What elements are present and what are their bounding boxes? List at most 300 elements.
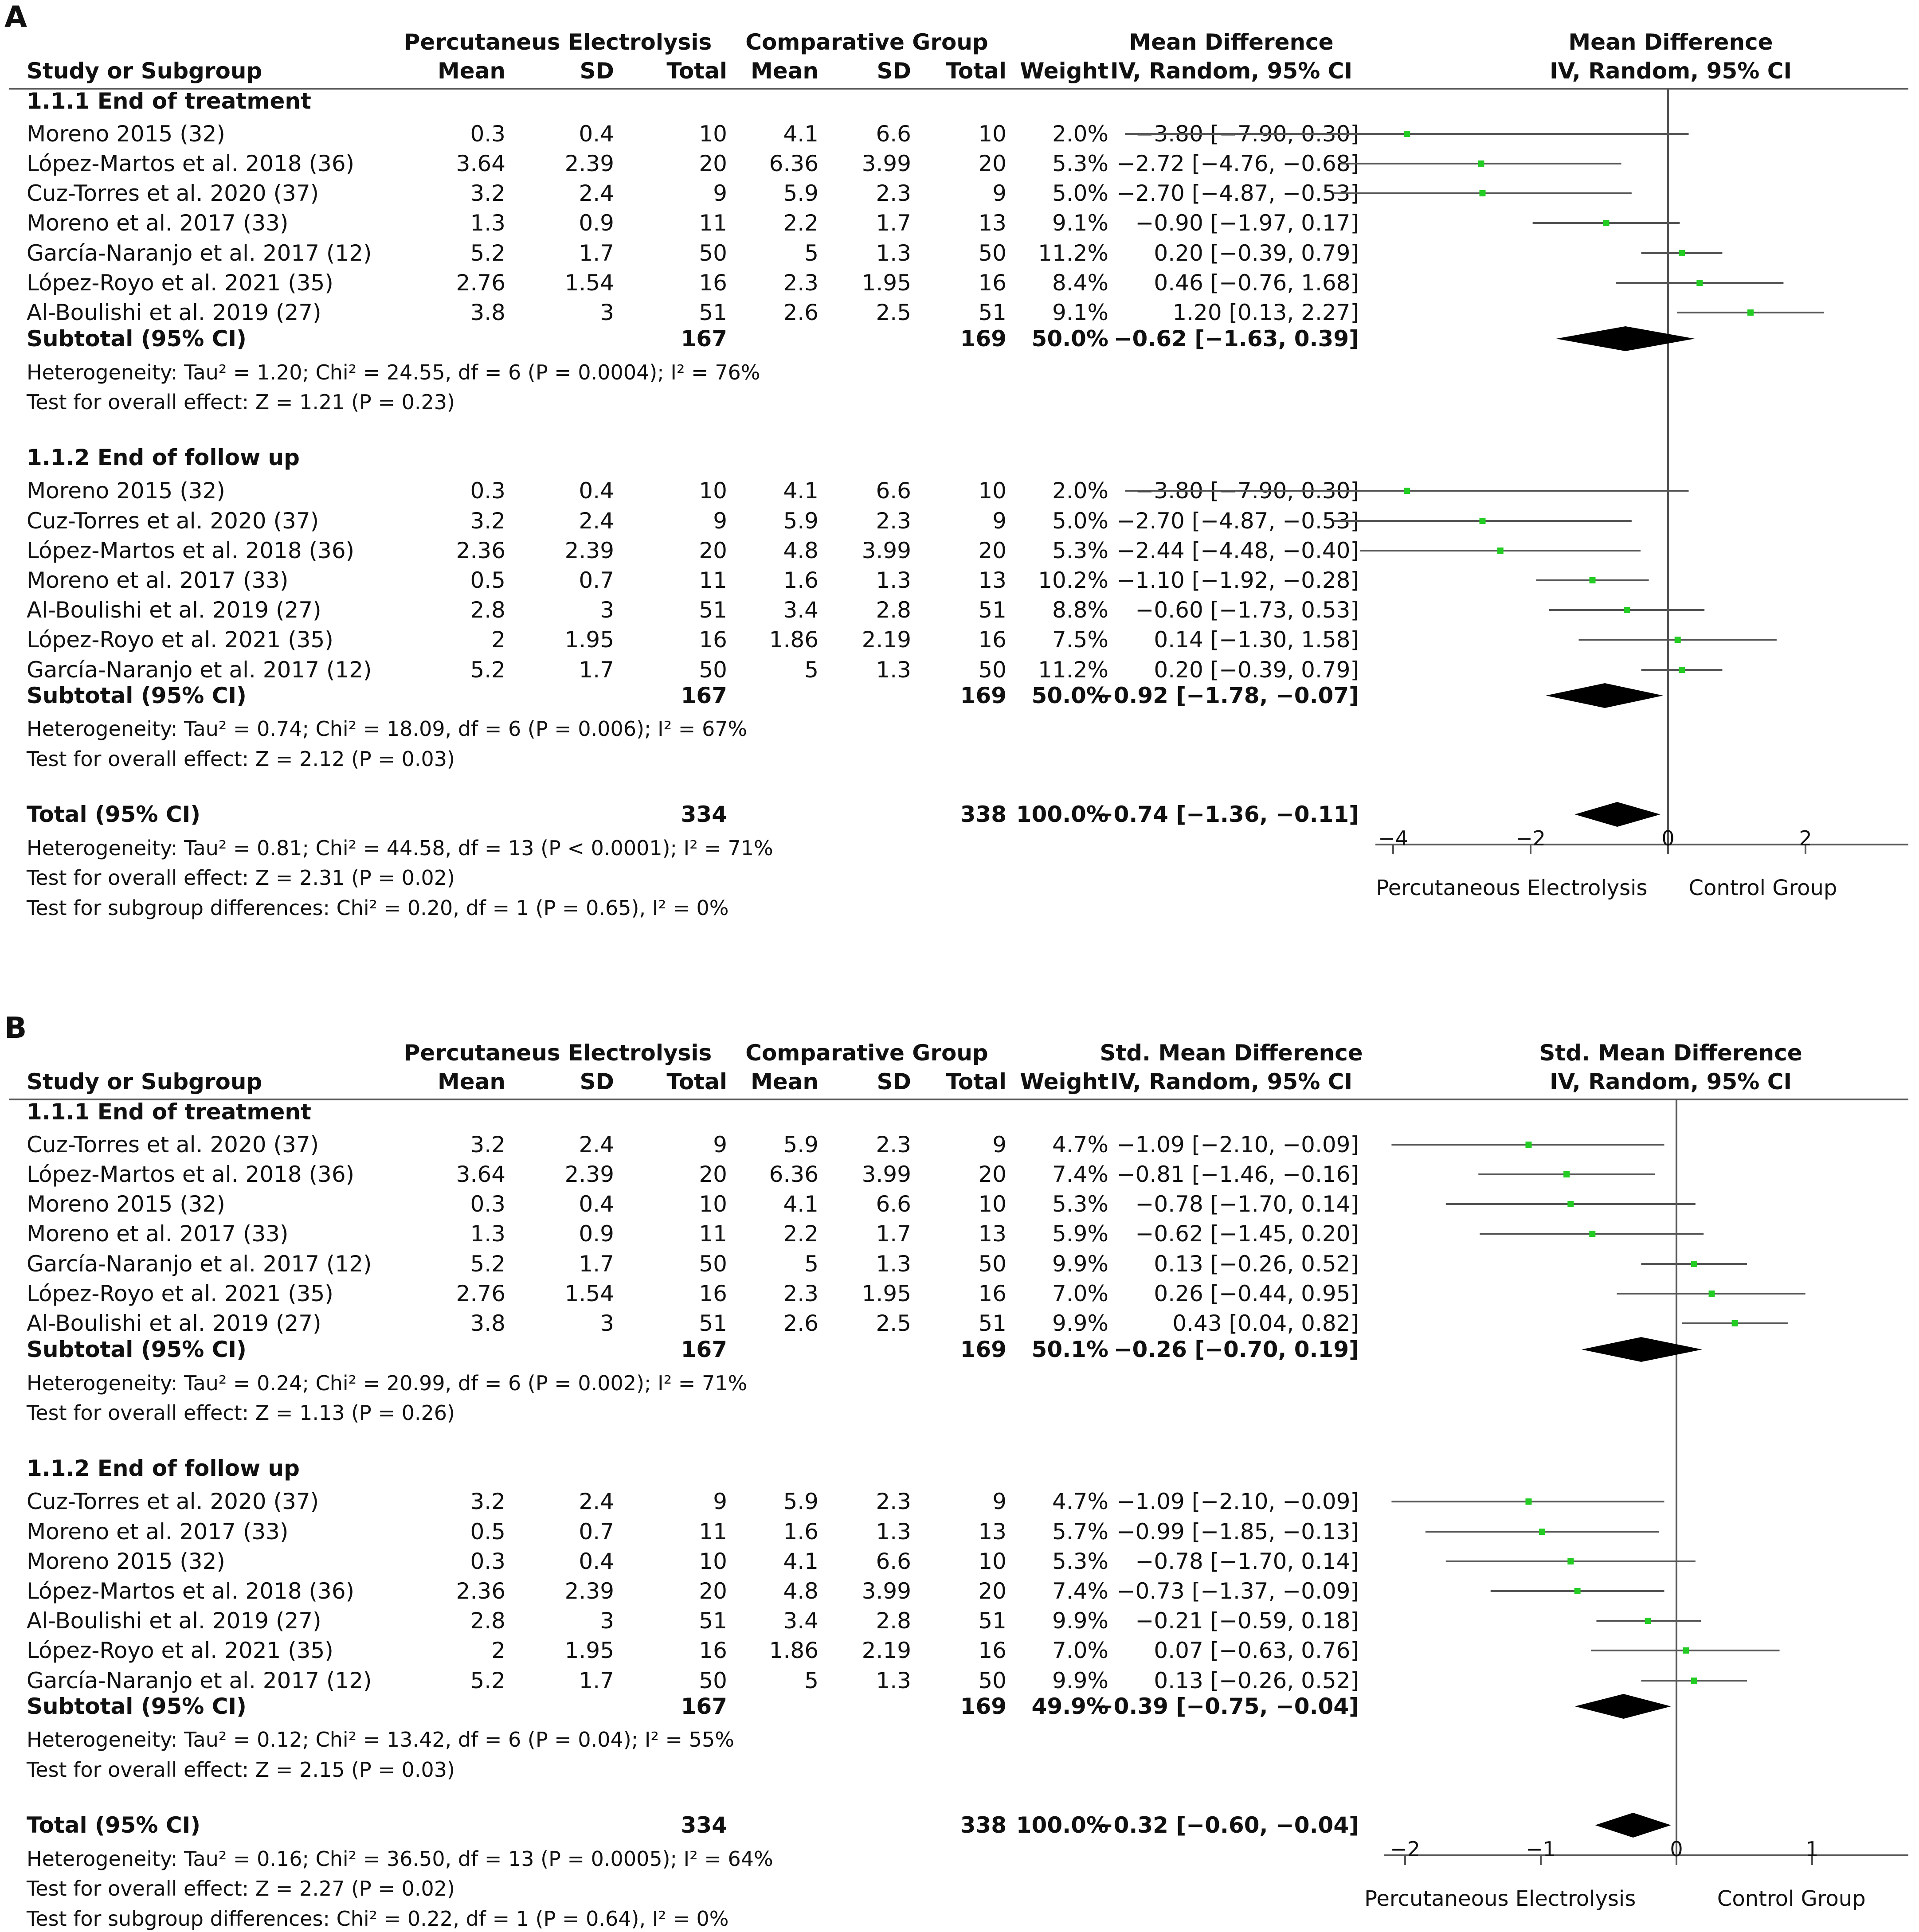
effect-subtitle: IV, Random, 95% CI	[1110, 1069, 1353, 1095]
cell-m1: 2.8	[470, 597, 505, 623]
study-ci	[1446, 1201, 1696, 1207]
cell-sd2: 6.6	[876, 1549, 911, 1574]
study-point	[1696, 280, 1703, 286]
cell-ci: −1.09 [−2.10, −0.09]	[1116, 1132, 1359, 1158]
cell-n2: 10	[978, 121, 1006, 147]
cell-ci: 0.13 [−0.26, 0.52]	[1154, 1668, 1359, 1693]
cell-sd1: 0.4	[579, 1549, 614, 1574]
cell-sd1: 0.7	[579, 567, 614, 593]
study-point	[1567, 1558, 1574, 1564]
cell-m1: 2.76	[456, 270, 505, 296]
cell-w: 9.1%	[1052, 210, 1108, 236]
cell-ci: −0.78 [−1.70, 0.14]	[1135, 1191, 1359, 1217]
cell-w: 2.0%	[1052, 121, 1108, 147]
study-ci	[1641, 1261, 1747, 1267]
cell-sd1: 0.4	[579, 121, 614, 147]
cell-m2: 4.8	[783, 538, 819, 563]
total-n1: 334	[681, 802, 727, 827]
cell-ci: −1.10 [−1.92, −0.28]	[1116, 567, 1359, 593]
cell-ci: 0.13 [−0.26, 0.52]	[1154, 1251, 1359, 1277]
cell-n2: 13	[978, 1519, 1006, 1545]
subtotal-diamond	[1546, 683, 1663, 708]
cell-m1: 1.3	[470, 1221, 505, 1247]
subtotal-diamond	[1582, 1337, 1702, 1362]
cell-m1: 0.5	[470, 1519, 505, 1545]
cell-sd1: 1.7	[579, 240, 614, 266]
footer-text: Heterogeneity: Tau² = 0.81; Chi² = 44.58, df = 13 (P < 0.0001); I² = 71%	[27, 836, 773, 860]
cell-sd1: 2.39	[564, 538, 614, 563]
footer-text: Test for overall effect: Z = 2.27 (P = 0.02)	[27, 1877, 455, 1901]
cell-sd1: 3	[600, 597, 614, 623]
cell-n1: 10	[699, 1191, 727, 1217]
subtotal-w: 50.0%	[1031, 326, 1108, 352]
subtotal-diamond	[1575, 1694, 1671, 1719]
study-point	[1563, 1171, 1570, 1177]
study-ci	[1491, 1588, 1664, 1594]
cell-ci: 0.20 [−0.39, 0.79]	[1154, 657, 1359, 683]
mean1-header: Mean	[437, 1069, 505, 1095]
total-label: Total (95% CI)	[27, 1812, 201, 1838]
study-point	[1603, 220, 1610, 226]
cell-sd2: 3.99	[862, 538, 911, 563]
cell-ci: 0.26 [−0.44, 0.95]	[1154, 1281, 1359, 1306]
study-name: Moreno et al. 2017 (33)	[27, 1221, 289, 1247]
total-diamond	[1595, 1813, 1671, 1838]
cell-m2: 3.4	[783, 597, 819, 623]
study-ci	[1682, 1320, 1788, 1326]
study-ci	[1533, 220, 1680, 226]
cell-sd1: 3	[600, 300, 614, 325]
cell-sd2: 1.7	[876, 210, 911, 236]
study-ci	[1536, 577, 1649, 583]
x-tick-label: −1	[1526, 1837, 1556, 1861]
subtotal-n1: 167	[681, 1693, 727, 1719]
cell-w: 9.9%	[1052, 1608, 1108, 1634]
cell-w: 5.3%	[1052, 538, 1108, 563]
subtotal-ci: −0.39 [−0.75, −0.04]	[1095, 1693, 1359, 1719]
cell-n1: 16	[699, 270, 727, 296]
cell-n2: 50	[978, 240, 1006, 266]
mean2-header: Mean	[750, 58, 819, 84]
sd2-header: SD	[877, 1069, 911, 1095]
cell-m1: 0.3	[470, 121, 505, 147]
cell-sd1: 1.7	[579, 657, 614, 683]
cell-sd2: 2.19	[862, 1638, 911, 1663]
cell-w: 11.2%	[1038, 657, 1108, 683]
study-name: Moreno et al. 2017 (33)	[27, 1519, 289, 1545]
cell-w: 10.2%	[1038, 567, 1108, 593]
cell-n2: 20	[978, 151, 1006, 176]
study-name: Cuz-Torres et al. 2020 (37)	[27, 180, 319, 206]
cell-n1: 10	[699, 121, 727, 147]
cell-m1: 5.2	[470, 657, 505, 683]
cell-ci: 0.20 [−0.39, 0.79]	[1154, 240, 1359, 266]
sd2-header: SD	[877, 58, 911, 84]
heterogeneity-text: Heterogeneity: Tau² = 1.20; Chi² = 24.55, df = 6 (P = 0.0004); I² = 76%	[27, 360, 760, 384]
cell-m1: 0.5	[470, 567, 505, 593]
study-point	[1539, 1529, 1545, 1535]
study-name: Cuz-Torres et al. 2020 (37)	[27, 1132, 319, 1158]
cell-m1: 2.76	[456, 1281, 505, 1306]
overall-effect-text: Test for overall effect: Z = 1.21 (P = 0.23)	[27, 390, 455, 414]
cell-n1: 20	[699, 538, 727, 563]
study-point	[1683, 1647, 1689, 1654]
cell-sd2: 6.6	[876, 478, 911, 504]
cell-w: 5.3%	[1052, 1191, 1108, 1217]
cell-ci: −0.81 [−1.46, −0.16]	[1116, 1162, 1359, 1187]
x-tick-label: 0	[1661, 826, 1675, 850]
cell-m2: 5	[804, 1668, 819, 1693]
cell-n2: 51	[978, 1608, 1006, 1634]
cell-n2: 16	[978, 1638, 1006, 1663]
cell-n1: 20	[699, 1162, 727, 1187]
cell-sd2: 2.3	[876, 508, 911, 534]
study-name: Moreno 2015 (32)	[27, 1191, 225, 1217]
study-header: Study or Subgroup	[27, 58, 262, 84]
total2-header: Total	[946, 1069, 1006, 1095]
cell-ci: −0.90 [−1.97, 0.17]	[1135, 210, 1359, 236]
subgroup-title: 1.1.2 End of follow up	[27, 1455, 300, 1481]
group2-header: Comparative Group	[745, 1040, 988, 1066]
x-tick-label: 0	[1670, 1837, 1683, 1861]
study-point	[1675, 637, 1681, 643]
study-name: Al-Boulishi et al. 2019 (27)	[27, 1608, 321, 1634]
cell-w: 11.2%	[1038, 240, 1108, 266]
study-name: Moreno et al. 2017 (33)	[27, 210, 289, 236]
forest-plot	[0, 0, 1919, 919]
cell-w: 7.4%	[1052, 1578, 1108, 1604]
cell-ci: 0.14 [−1.30, 1.58]	[1154, 627, 1359, 653]
study-ci	[1596, 1618, 1701, 1624]
cell-n2: 16	[978, 627, 1006, 653]
study-name: García-Naranjo et al. 2017 (12)	[27, 1668, 372, 1693]
cell-n2: 16	[978, 1281, 1006, 1306]
cell-sd1: 0.4	[579, 478, 614, 504]
total-w: 100.0%	[1016, 802, 1108, 827]
study-ci	[1617, 1291, 1805, 1297]
subtotal-n1: 167	[681, 683, 727, 708]
cell-n1: 51	[699, 300, 727, 325]
cell-n1: 9	[713, 508, 727, 534]
cell-w: 5.0%	[1052, 180, 1108, 206]
cell-m1: 3.64	[456, 151, 505, 176]
cell-n1: 11	[699, 1221, 727, 1247]
cell-ci: −0.62 [−1.45, 0.20]	[1135, 1221, 1359, 1247]
cell-n2: 9	[992, 508, 1006, 534]
cell-sd2: 2.3	[876, 1489, 911, 1514]
cell-m1: 0.3	[470, 478, 505, 504]
mean2-header: Mean	[750, 1069, 819, 1095]
cell-sd2: 6.6	[876, 121, 911, 147]
study-name: García-Naranjo et al. 2017 (12)	[27, 657, 372, 683]
cell-sd1: 2.39	[564, 151, 614, 176]
heterogeneity-text: Heterogeneity: Tau² = 0.12; Chi² = 13.42, df = 6 (P = 0.04); I² = 55%	[27, 1728, 734, 1752]
cell-sd1: 1.7	[579, 1251, 614, 1277]
subgroup-title: 1.1.1 End of treatment	[27, 1099, 311, 1125]
study-ci	[1641, 250, 1723, 256]
cell-n2: 13	[978, 1221, 1006, 1247]
cell-m1: 3.2	[470, 1489, 505, 1514]
panel-label: A	[4, 0, 27, 34]
cell-w: 5.7%	[1052, 1519, 1108, 1545]
subtotal-n2: 169	[960, 683, 1006, 708]
study-ci	[1549, 607, 1704, 613]
plot-subtitle: IV, Random, 95% CI	[1549, 1069, 1792, 1095]
forest-plot-panel-b	[0, 1011, 1919, 1931]
study-ci	[1391, 1498, 1664, 1505]
cell-m2: 1.6	[783, 567, 819, 593]
cell-n2: 10	[978, 1191, 1006, 1217]
cell-m2: 4.1	[783, 121, 819, 147]
cell-n1: 10	[699, 478, 727, 504]
study-ci	[1333, 190, 1632, 196]
cell-sd2: 1.95	[862, 1281, 911, 1306]
cell-sd2: 2.19	[862, 627, 911, 653]
study-point	[1574, 1588, 1581, 1594]
study-point	[1679, 667, 1685, 673]
total-n1: 334	[681, 1812, 727, 1838]
cell-m2: 4.1	[783, 1549, 819, 1574]
cell-m1: 0.3	[470, 1191, 505, 1217]
cell-sd2: 2.5	[876, 300, 911, 325]
cell-w: 7.4%	[1052, 1162, 1108, 1187]
cell-sd2: 3.99	[862, 1578, 911, 1604]
cell-sd1: 2.39	[564, 1578, 614, 1604]
subtotal-n2: 169	[960, 1337, 1006, 1362]
plot-subtitle: IV, Random, 95% CI	[1549, 58, 1792, 84]
effect-title: Mean Difference	[1129, 29, 1334, 55]
cell-ci: −2.72 [−4.76, −0.68]	[1116, 151, 1359, 176]
study-ci	[1125, 488, 1689, 494]
cell-w: 7.0%	[1052, 1638, 1108, 1663]
cell-m1: 3.2	[470, 508, 505, 534]
study-name: Moreno 2015 (32)	[27, 121, 225, 147]
cell-m2: 4.8	[783, 1578, 819, 1604]
study-point	[1497, 548, 1504, 554]
axis-right-label: Control Group	[1717, 1886, 1866, 1911]
subgroup-title: 1.1.2 End of follow up	[27, 445, 300, 470]
cell-m1: 3.8	[470, 300, 505, 325]
cell-n1: 50	[699, 1251, 727, 1277]
study-ci	[1333, 518, 1632, 524]
cell-ci: −0.99 [−1.85, −0.13]	[1116, 1519, 1359, 1545]
cell-ci: −3.80 [−7.90, 0.30]	[1135, 121, 1359, 147]
cell-n2: 9	[992, 1132, 1006, 1158]
cell-w: 9.9%	[1052, 1310, 1108, 1336]
study-ci	[1591, 1647, 1779, 1654]
cell-sd1: 1.54	[564, 1281, 614, 1306]
subtotal-n2: 169	[960, 326, 1006, 352]
cell-n2: 50	[978, 1251, 1006, 1277]
cell-m2: 1.86	[769, 1638, 819, 1663]
cell-n1: 51	[699, 1608, 727, 1634]
study-point	[1709, 1291, 1715, 1297]
study-name: García-Naranjo et al. 2017 (12)	[27, 1251, 372, 1277]
study-ci	[1616, 280, 1783, 286]
cell-n2: 10	[978, 478, 1006, 504]
cell-sd2: 1.3	[876, 657, 911, 683]
subgroup-title: 1.1.1 End of treatment	[27, 88, 311, 114]
cell-n1: 10	[699, 1549, 727, 1574]
cell-ci: −3.80 [−7.90, 0.30]	[1135, 478, 1359, 504]
study-ci	[1360, 548, 1641, 554]
study-name: Cuz-Torres et al. 2020 (37)	[27, 508, 319, 534]
weight-header: Weight	[1020, 58, 1108, 84]
cell-w: 9.9%	[1052, 1251, 1108, 1277]
cell-n2: 51	[978, 300, 1006, 325]
cell-n2: 10	[978, 1549, 1006, 1574]
study-name: López-Martos et al. 2018 (36)	[27, 151, 355, 176]
subtotal-label: Subtotal (95% CI)	[27, 683, 247, 708]
cell-n2: 50	[978, 1668, 1006, 1693]
cell-sd2: 1.7	[876, 1221, 911, 1247]
forest-plot-panel-a	[0, 0, 1919, 920]
cell-n2: 16	[978, 270, 1006, 296]
cell-sd1: 2.4	[579, 180, 614, 206]
cell-m2: 4.1	[783, 1191, 819, 1217]
cell-sd1: 1.95	[564, 1638, 614, 1663]
x-tick-label: −2	[1516, 826, 1546, 850]
cell-m2: 3.4	[783, 1608, 819, 1634]
cell-m1: 0.3	[470, 1549, 505, 1574]
x-tick-label: 1	[1805, 1837, 1819, 1861]
cell-sd1: 1.54	[564, 270, 614, 296]
cell-m2: 4.1	[783, 478, 819, 504]
subtotal-w: 50.0%	[1031, 683, 1108, 708]
cell-w: 8.8%	[1052, 597, 1108, 623]
cell-m2: 2.2	[783, 1221, 819, 1247]
cell-w: 5.9%	[1052, 1221, 1108, 1247]
weight-header: Weight	[1020, 1069, 1108, 1095]
study-ci	[1641, 667, 1723, 673]
cell-m2: 5.9	[783, 1132, 819, 1158]
cell-n1: 50	[699, 240, 727, 266]
cell-ci: −1.09 [−2.10, −0.09]	[1116, 1489, 1359, 1514]
cell-m1: 2.8	[470, 1608, 505, 1634]
subtotal-w: 49.9%	[1031, 1693, 1108, 1719]
cell-m2: 5	[804, 657, 819, 683]
cell-n1: 20	[699, 151, 727, 176]
cell-sd2: 1.3	[876, 240, 911, 266]
cell-m1: 3.64	[456, 1162, 505, 1187]
subtotal-label: Subtotal (95% CI)	[27, 1337, 247, 1362]
cell-sd1: 0.4	[579, 1191, 614, 1217]
cell-n2: 9	[992, 1489, 1006, 1514]
cell-m2: 6.36	[769, 1162, 819, 1187]
cell-ci: 0.07 [−0.63, 0.76]	[1154, 1638, 1359, 1663]
footer-text: Test for overall effect: Z = 2.31 (P = 0.02)	[27, 866, 455, 890]
cell-m1: 2.36	[456, 1578, 505, 1604]
study-point	[1732, 1320, 1738, 1326]
cell-ci: −0.21 [−0.59, 0.18]	[1135, 1608, 1359, 1634]
cell-sd2: 6.6	[876, 1191, 911, 1217]
cell-ci: 0.46 [−0.76, 1.68]	[1154, 270, 1359, 296]
study-point	[1691, 1678, 1697, 1684]
study-ci	[1341, 160, 1621, 167]
overall-effect-text: Test for overall effect: Z = 2.15 (P = 0.03)	[27, 1758, 455, 1782]
cell-ci: 1.20 [0.13, 2.27]	[1172, 300, 1359, 325]
study-name: López-Royo et al. 2021 (35)	[27, 627, 333, 653]
study-point	[1679, 250, 1685, 256]
study-point	[1590, 577, 1596, 583]
group1-header: Percutaneus Electrolysis	[403, 29, 712, 55]
cell-m2: 5	[804, 240, 819, 266]
cell-w: 8.4%	[1052, 270, 1108, 296]
cell-n1: 9	[713, 1489, 727, 1514]
study-point	[1747, 309, 1754, 316]
x-tick-label: 2	[1799, 826, 1812, 850]
cell-m2: 2.2	[783, 210, 819, 236]
subtotal-w: 50.1%	[1031, 1337, 1108, 1362]
cell-m2: 5	[804, 1251, 819, 1277]
cell-m1: 5.2	[470, 240, 505, 266]
cell-ci: −0.73 [−1.37, −0.09]	[1116, 1578, 1359, 1604]
cell-sd1: 0.7	[579, 1519, 614, 1545]
cell-m1: 3.8	[470, 1310, 505, 1336]
cell-n1: 9	[713, 180, 727, 206]
cell-n2: 9	[992, 180, 1006, 206]
cell-n1: 16	[699, 1638, 727, 1663]
cell-sd1: 1.7	[579, 1668, 614, 1693]
study-point	[1589, 1231, 1595, 1237]
cell-n2: 13	[978, 210, 1006, 236]
cell-m2: 2.3	[783, 270, 819, 296]
study-ci	[1391, 1142, 1664, 1148]
cell-w: 9.1%	[1052, 300, 1108, 325]
group1-header: Percutaneus Electrolysis	[403, 1040, 712, 1066]
cell-n2: 20	[978, 1578, 1006, 1604]
cell-n2: 20	[978, 1162, 1006, 1187]
cell-n1: 16	[699, 1281, 727, 1306]
study-ci	[1478, 1171, 1655, 1177]
cell-sd2: 2.5	[876, 1310, 911, 1336]
mean1-header: Mean	[437, 58, 505, 84]
effect-subtitle: IV, Random, 95% CI	[1110, 58, 1353, 84]
cell-m2: 5.9	[783, 1489, 819, 1514]
cell-sd1: 3	[600, 1310, 614, 1336]
cell-m2: 5.9	[783, 180, 819, 206]
cell-m2: 2.6	[783, 300, 819, 325]
cell-m2: 1.6	[783, 1519, 819, 1545]
study-name: Al-Boulishi et al. 2019 (27)	[27, 1310, 321, 1336]
footer-text: Heterogeneity: Tau² = 0.16; Chi² = 36.50, df = 13 (P = 0.0005); I² = 64%	[27, 1847, 773, 1871]
cell-ci: −0.60 [−1.73, 0.53]	[1135, 597, 1359, 623]
cell-sd2: 3.99	[862, 151, 911, 176]
subtotal-label: Subtotal (95% CI)	[27, 326, 247, 352]
cell-sd2: 1.3	[876, 1519, 911, 1545]
cell-sd1: 1.95	[564, 627, 614, 653]
cell-m1: 3.2	[470, 180, 505, 206]
effect-title: Std. Mean Difference	[1100, 1040, 1363, 1066]
cell-n1: 51	[699, 597, 727, 623]
sd1-header: SD	[580, 58, 614, 84]
study-point	[1404, 488, 1410, 494]
study-name: López-Royo et al. 2021 (35)	[27, 270, 333, 296]
study-point	[1404, 131, 1410, 137]
axis-left-label: Percutaneous Electrolysis	[1376, 876, 1648, 900]
cell-sd2: 1.3	[876, 1251, 911, 1277]
cell-n1: 11	[699, 210, 727, 236]
cell-sd1: 0.9	[579, 210, 614, 236]
cell-n1: 11	[699, 567, 727, 593]
cell-w: 4.7%	[1052, 1132, 1108, 1158]
subtotal-ci: −0.62 [−1.63, 0.39]	[1113, 326, 1359, 352]
cell-w: 5.3%	[1052, 1549, 1108, 1574]
total-n2: 338	[960, 802, 1006, 827]
cell-sd2: 2.8	[876, 597, 911, 623]
cell-sd1: 0.9	[579, 1221, 614, 1247]
study-name: Moreno 2015 (32)	[27, 1549, 225, 1574]
